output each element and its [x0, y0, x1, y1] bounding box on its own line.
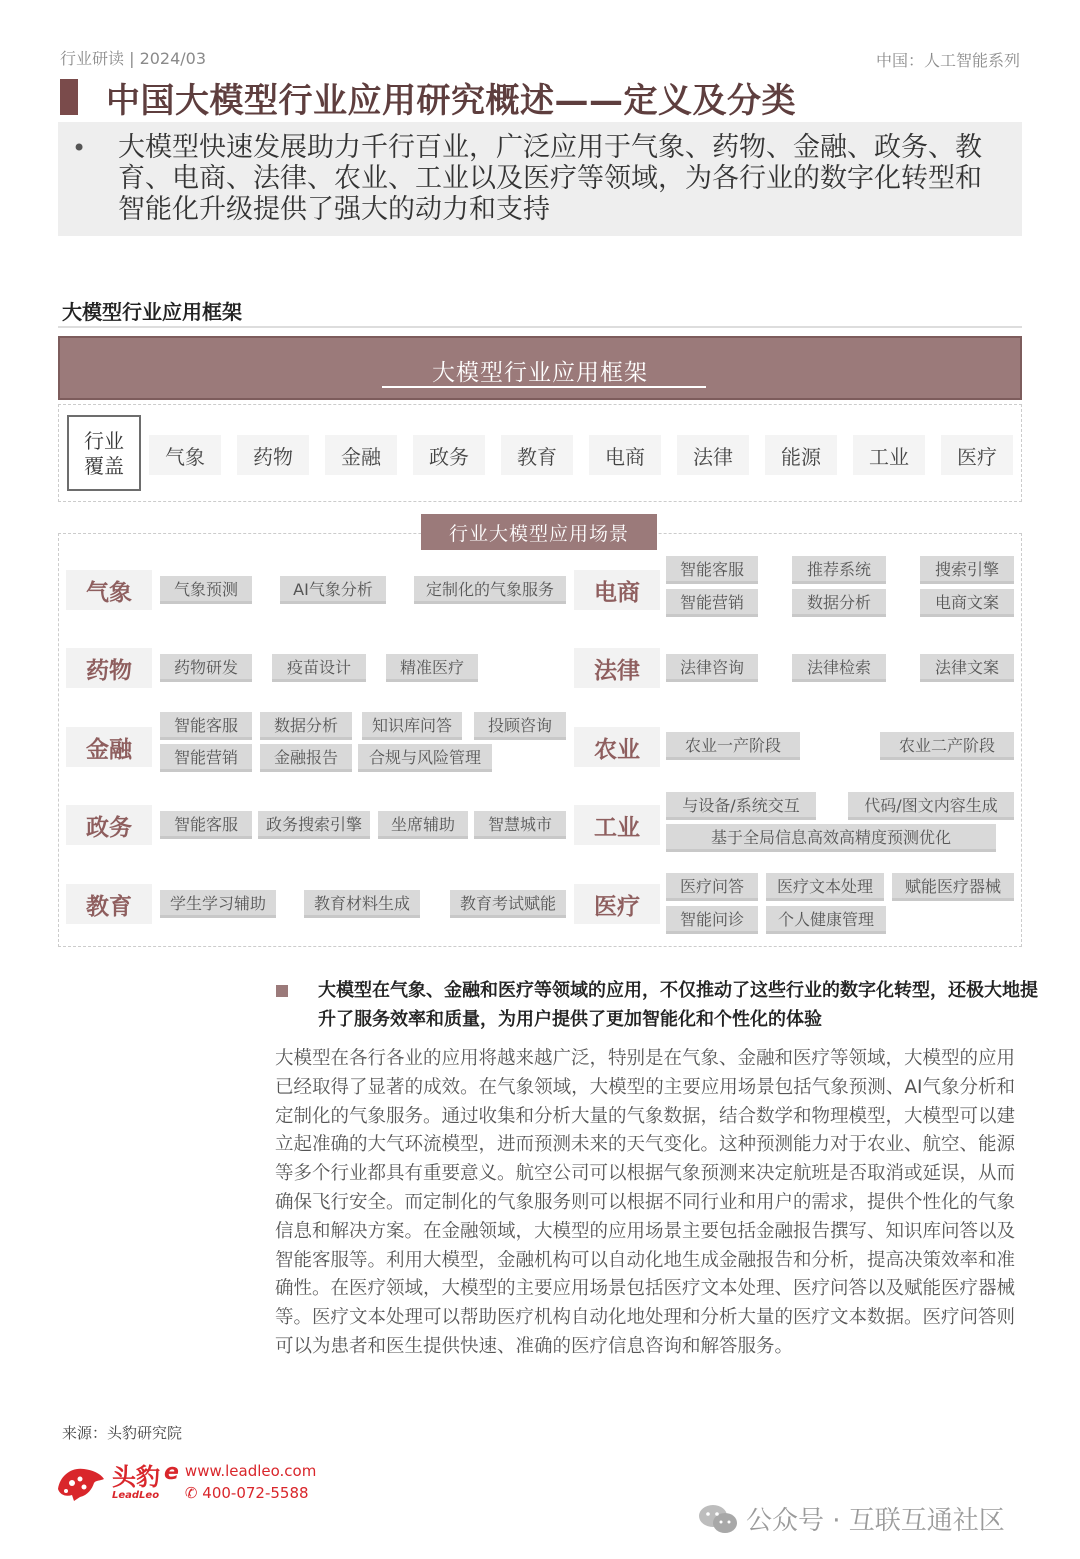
wechat-icon: [698, 1503, 738, 1535]
category-agriculture: 农业: [574, 727, 660, 767]
report-series-label: 行业研读 | 2024/03: [60, 49, 207, 68]
scenario-chip: 智能营销: [666, 589, 758, 617]
industry-chip: 教育: [501, 435, 573, 475]
phone-icon: ✆: [184, 1484, 198, 1502]
category-government: 政务: [66, 805, 152, 845]
industry-chip: 政务: [413, 435, 485, 475]
logo-cn-text: 头豹: [112, 1462, 160, 1491]
scenario-chip: 教育考试赋能: [450, 890, 566, 918]
highlight-marker-icon: [276, 985, 288, 997]
highlight-text: 大模型在气象、金融和医疗等领域的应用，不仅推动了这些行业的数字化转型，还极大地提升了服务效率和质量，为用户提供了更加智能化和个性化的体验: [318, 980, 1038, 1030]
category-education: 教育: [66, 884, 152, 924]
scenario-chip: 智能营销: [160, 744, 252, 772]
scenario-chip: 学生学习辅助: [160, 890, 276, 918]
report-topic-label: 中国：人工智能系列: [875, 51, 1020, 70]
category-weather: 气象: [66, 570, 152, 610]
wechat-watermark: [698, 1500, 1005, 1537]
page-title-block: [60, 76, 796, 121]
scenario-chip: 金融报告: [260, 744, 352, 772]
scenario-chip: AI气象分析: [280, 576, 386, 604]
scenario-chip: 法律检索: [792, 654, 886, 682]
source-note: 来源：头豹研究院: [62, 1424, 183, 1442]
industry-coverage-box: [58, 404, 1022, 502]
framework-banner: [58, 336, 1022, 400]
scenario-chip: 搜索引擎: [920, 556, 1014, 584]
category-medical: 医疗: [574, 884, 660, 924]
scenario-chip: 医疗文本处理: [766, 873, 884, 901]
scenario-chip: 智慧城市: [474, 811, 566, 839]
scenario-chip: 推荐系统: [792, 556, 886, 584]
industry-chip: 金融: [325, 435, 397, 475]
wechat-account-text: 公众号 · 互联互通社区: [746, 1506, 1005, 1536]
scenario-title: 行业大模型应用场景: [421, 514, 657, 550]
leopard-logo-icon: [54, 1461, 106, 1503]
scenario-chip: 智能客服: [160, 712, 252, 740]
summary-text: 大模型快速发展助力千行百业，广泛应用于气象、药物、金融、政务、教育、电商、法律、农业、工业以及医疗等领域，为各行业的数字化转型和智能化升级提供了强大的动力和支持: [118, 132, 982, 225]
scenario-chip: 智能客服: [160, 811, 252, 839]
website-link[interactable]: www.leadleo.com: [184, 1462, 317, 1480]
scenario-chip: 教育材料生成: [304, 890, 420, 918]
banner-underline: [382, 386, 706, 388]
category-pharma: 药物: [66, 648, 152, 688]
industry-chip: 气象: [149, 435, 221, 475]
scenario-chip: 数据分析: [260, 712, 352, 740]
scenario-chip: 定制化的气象服务: [414, 576, 566, 604]
scenario-chip: 法律咨询: [666, 654, 758, 682]
category-law: 法律: [574, 648, 660, 688]
industry-coverage-label: 行业 覆盖: [67, 415, 141, 491]
scenario-chip: 精准医疗: [386, 654, 478, 682]
scenario-chip: 个人健康管理: [766, 906, 886, 934]
framework-banner-title: 大模型行业应用框架: [432, 360, 648, 386]
scenario-chip: 投顾咨询: [474, 712, 566, 740]
industry-chip: 能源: [765, 435, 837, 475]
industry-chip: 电商: [589, 435, 661, 475]
scenario-chip: 农业二产阶段: [880, 732, 1014, 760]
scenario-chip: 赋能医疗器械: [892, 873, 1014, 901]
industry-chip: 医疗: [941, 435, 1013, 475]
scenario-chip: 电商文案: [920, 589, 1014, 617]
industry-chip: 工业: [853, 435, 925, 475]
body-paragraph: 大模型在各行各业的应用将越来越广泛，特别是在气象、金融和医疗等领域，大模型的应用已经取得了显著的成效。在气象领域，大模型的主要应用场景包括气象预测、AI气象分析和定制化的气象服务。通过收集和分析大量的气象数据，结合数学和物理模型，大模型可以建立起准确的大气环流模型，进而预测未来的天气变化。这种预测能力对于农业、航空、能源等多个行业都具有重要意义。航空公司可以根据气象预测来决定航班是否取消或延误，从而确保飞行安全。而定制化的气象服务则可以根据不同行业和用户的需求，提供个性化的气象信息和解决方案。在金融领域，大模型的应用场景主要包括金融报告撰写、知识库问答以及智能客服等。利用大模型，金融机构可以自动化地生成金融报告和分析，提高决策效率和准确性。在医疗领域，大模型的主要应用场景包括医疗文本处理、医疗问答以及赋能医疗器械等。医疗文本处理可以帮助医疗机构自动化地处理和分析大量的医疗文本数据。医疗问答则可以为患者和医生提供快速、准确的医疗信息咨询和解答服务。: [275, 1048, 1016, 1357]
scenario-chip: 数据分析: [792, 589, 886, 617]
contact-block: [185, 1460, 316, 1504]
category-finance: 金融: [66, 727, 152, 767]
scenario-chip: 代码/图文内容生成: [848, 792, 1014, 820]
section-divider: [58, 326, 1022, 328]
title-accent-bar: [60, 79, 78, 115]
summary-box: [58, 122, 1022, 236]
logo-en-text: LeadLeo: [112, 1489, 160, 1501]
category-ecommerce: 电商: [574, 570, 660, 610]
scenario-chip: 坐席辅助: [378, 811, 468, 839]
scenario-chip: 政务搜索引擎: [258, 811, 370, 839]
section-label: 大模型行业应用框架: [62, 300, 242, 324]
bullet-icon: •: [72, 134, 87, 162]
page-title: 中国大模型行业应用研究概述——定义及分类: [106, 80, 796, 121]
scenario-chip: 疫苗设计: [272, 654, 366, 682]
scenario-chip: 智能客服: [666, 556, 758, 584]
scenario-chip: 医疗问答: [666, 873, 758, 901]
scenario-chip: 合规与风险管理: [358, 744, 492, 772]
scenario-chip: 法律文案: [920, 654, 1014, 682]
scenario-chip: 农业一产阶段: [666, 732, 800, 760]
leadleo-logo: [54, 1460, 316, 1504]
scenario-chip: 与设备/系统交互: [666, 792, 816, 820]
scenario-chip: 知识库问答: [362, 712, 462, 740]
industry-chip: 药物: [237, 435, 309, 475]
category-industry: 工业: [574, 805, 660, 845]
scenario-chip: 气象预测: [160, 576, 252, 604]
industry-chip: 法律: [677, 435, 749, 475]
scenario-chip: 药物研发: [160, 654, 252, 682]
phone-number: ✆ 400-072-5588: [184, 1484, 309, 1502]
scenario-chip: 基于全局信息高效高精度预测优化: [666, 824, 996, 852]
scenario-chip: 智能问诊: [666, 906, 758, 934]
logo-e-mark: e: [164, 1460, 179, 1485]
